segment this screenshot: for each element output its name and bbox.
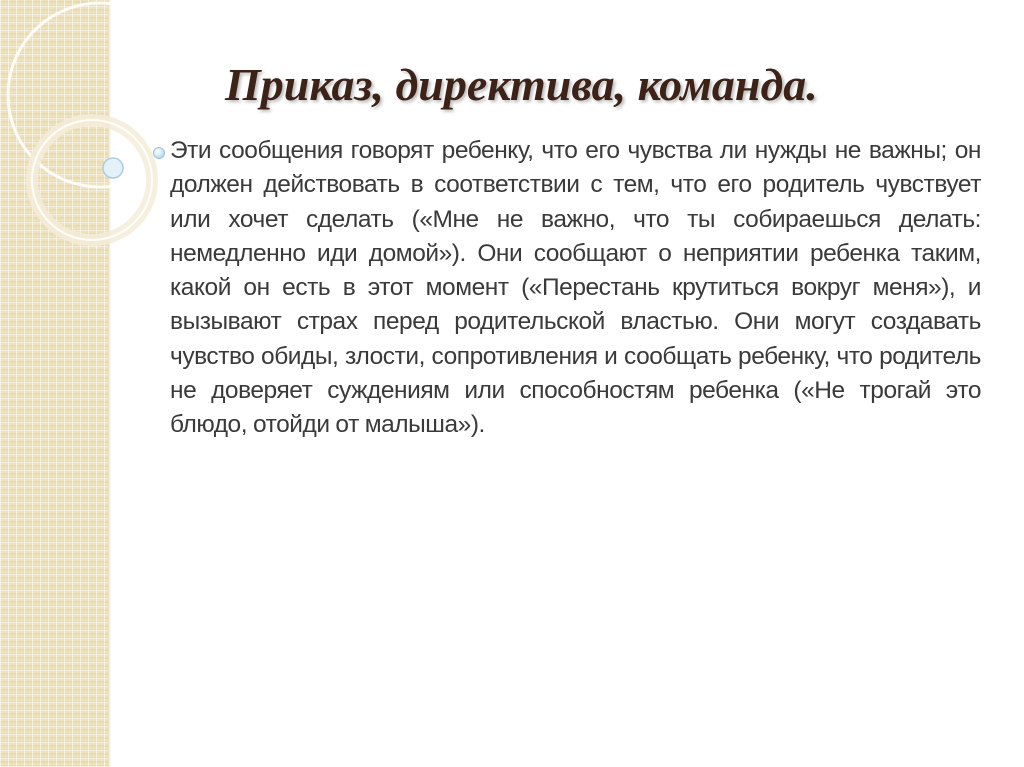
slide-title: Приказ, директива, команда. [225,59,818,110]
decorative-rings [0,0,160,300]
decorative-dot [103,158,123,178]
slide-body-text: Эти сообщения говорят ребенку, что его чувства ли нужды не важны; он должен действовать в соответствии с тем, что его родитель чувствует или хочет сделать («Мне не важно, что ты собираешься делать: немедленно иди домой»). Они сообщают о неприятии ребенка таким, какой он есть в этот момент («Перестань крутиться вокруг меня»), и вызывают страх перед родительской властью. Они могут создавать чувство обиды, злости, сопротивления и сообщать ребенку, что родитель не доверяет суждениям или способностям ребенка («Не трогай это блюдо, отойди от малыша»). [170,137,981,439]
circle-bullet-icon [153,147,165,159]
